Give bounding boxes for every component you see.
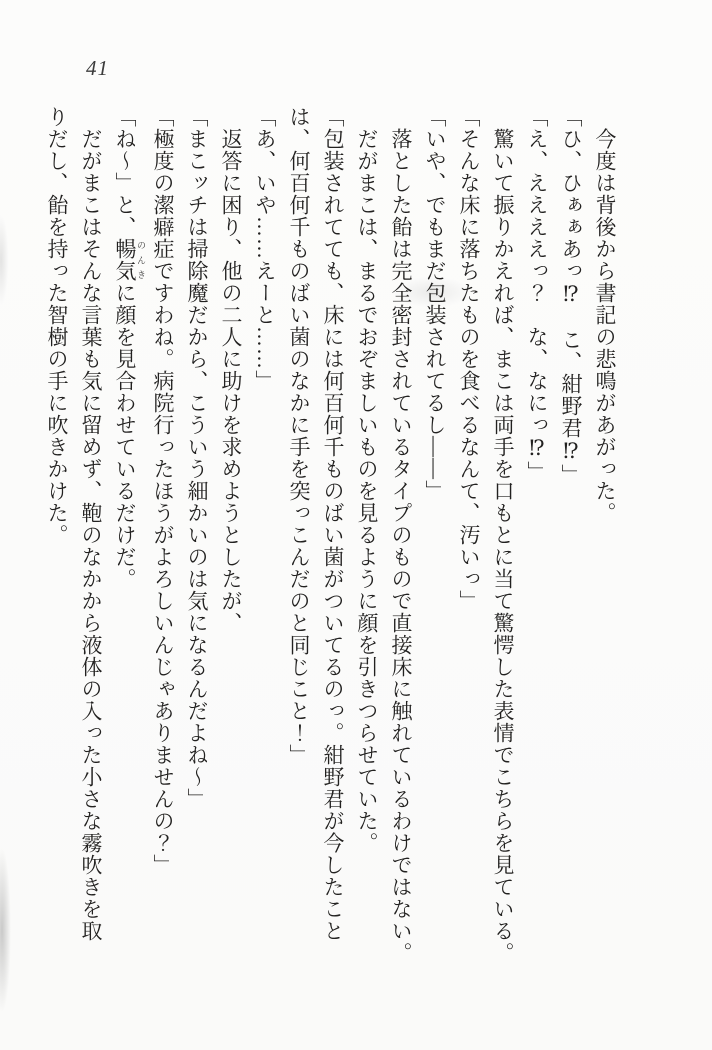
text-line: 「そんな床に落ちたものを食べるなんて、汚いっ」 [457,106,481,612]
text-line: 返答に困り、他の二人に助けを求めようとしたが、 [219,128,243,634]
page-number: 41 [86,56,109,80]
ruby-annotation [113,238,146,282]
ruby-base: 暢気 [113,238,137,282]
text-line: 「いや、でもまだ包装されてるし——」 [423,106,447,502]
text-segment: 「ね～」と、 [113,106,137,238]
text-line: 「ひ、ひぁぁあっ⁉ こ、紺野君⁉」 [559,106,583,486]
novel-text-block [40,106,622,966]
text-line: 驚いて振りかえれば、まこは両手を口もとに当て驚愕した表情でこちらを見ている。 [491,128,515,964]
text-line: 「まこッチは掃除魔だから、こういう細かいのは気になるんだよね～」 [185,106,209,810]
text-line: 「包装されてても、床には何百何千ものばい菌がついてるのっ。紺野君が今したこと [321,106,345,942]
text-segment: に顔を見合わせているだけだ。 [113,282,137,590]
text-line: だがまこはそんな言葉も気に留めず、鞄のなかから液体の入った小さな霧吹きを取 [79,128,103,942]
text-line: 「極度の潔癖症ですわね。病院行ったほうがよろしいんじゃありませんの？」 [151,106,175,876]
text-line: は、何百何千ものばい菌のなかに手を突っこんだのと同じこと！」 [287,106,311,766]
text-line: だがまこは、まるでおぞましいものを見るように顔を引きつらせていた。 [355,128,379,854]
text-line: りだし、飴を持った智樹の手に吹きかけた。 [45,106,69,546]
text-line: 「あ、いや……えーと……」 [253,106,277,392]
ruby-furigana: のんき [136,238,146,282]
text-line: 落とした飴は完全密封されているタイプのもので直接床に触れているわけではない。 [389,128,413,964]
text-line: 「え、ええええっ？ な、なにっ⁉」 [525,106,549,483]
text-line: 今度は背後から書記の悲鳴があがった。 [593,128,617,524]
text-line-with-ruby [108,106,146,966]
